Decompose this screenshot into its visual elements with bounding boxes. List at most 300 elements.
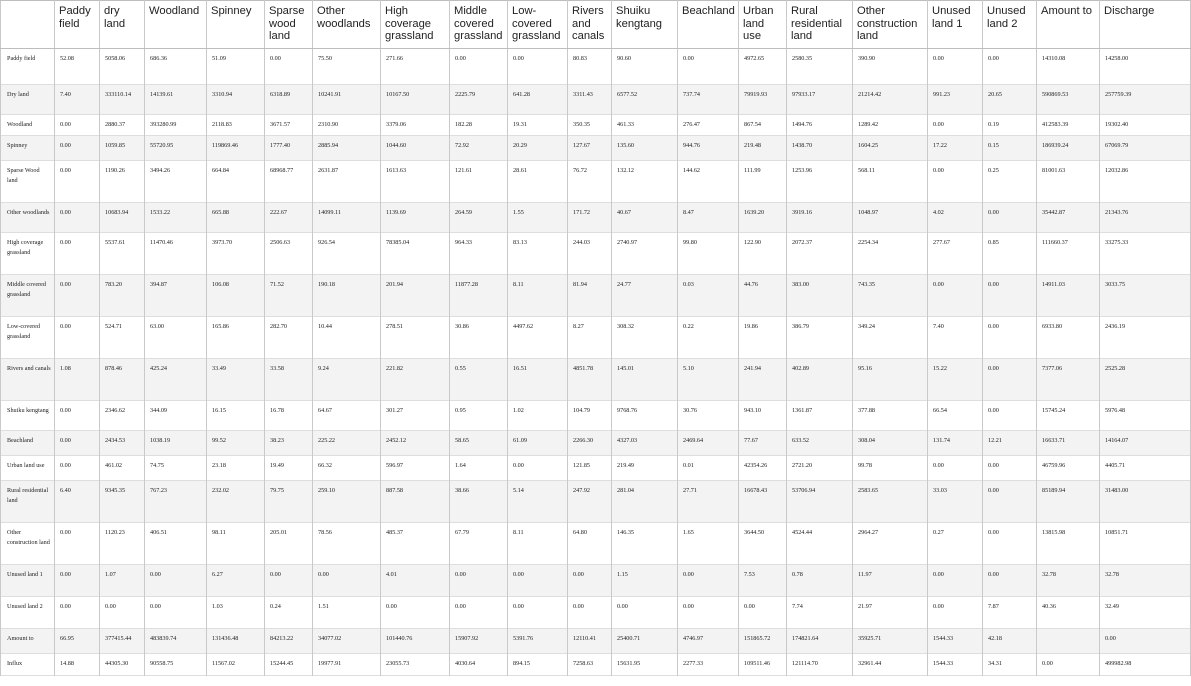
table-cell: 878.46 xyxy=(100,359,145,401)
table-cell: 67.79 xyxy=(450,523,508,565)
table-cell: 1639.20 xyxy=(739,203,787,233)
table-cell: 0.00 xyxy=(678,49,739,85)
table-cell: 99.52 xyxy=(207,431,265,456)
table-cell: 81001.63 xyxy=(1037,161,1100,203)
table-cell: 32.49 xyxy=(1100,597,1191,629)
table-cell: 8.11 xyxy=(508,523,568,565)
table-cell: 0.00 xyxy=(983,401,1037,431)
table-cell: 0.00 xyxy=(145,597,207,629)
table-cell: 301.27 xyxy=(381,401,450,431)
table-cell: 0.00 xyxy=(265,565,313,597)
table-cell: 1613.63 xyxy=(381,161,450,203)
table-cell: 85189.94 xyxy=(1037,481,1100,523)
table-row xyxy=(1,275,1191,317)
table-cell: 66.32 xyxy=(313,456,381,481)
table-cell: 0.00 xyxy=(928,49,983,85)
table-cell: 590869.53 xyxy=(1037,85,1100,115)
table-cell: 55720.95 xyxy=(145,136,207,161)
table-cell: 38.66 xyxy=(450,481,508,523)
row-label: Sparse Wood land xyxy=(1,161,55,203)
table-cell: 5391.76 xyxy=(508,629,568,654)
table-cell: 386.79 xyxy=(787,317,853,359)
row-label: Spinney xyxy=(1,136,55,161)
table-cell: 0.00 xyxy=(100,597,145,629)
column-header: Woodland xyxy=(145,1,207,49)
table-cell: 40.67 xyxy=(612,203,678,233)
table-cell: 1253.96 xyxy=(787,161,853,203)
table-cell: 104.79 xyxy=(568,401,612,431)
table-cell: 1.65 xyxy=(678,523,739,565)
table-cell: 4851.78 xyxy=(568,359,612,401)
table-cell: 0.00 xyxy=(265,49,313,85)
table-cell: 0.00 xyxy=(678,565,739,597)
table-cell: 34.31 xyxy=(983,654,1037,676)
table-cell: 0.00 xyxy=(983,359,1037,401)
row-label: Rural residential land xyxy=(1,481,55,523)
table-cell: 664.84 xyxy=(207,161,265,203)
table-cell: 14099.11 xyxy=(313,203,381,233)
table-cell: 1038.19 xyxy=(145,431,207,456)
table-cell: 867.54 xyxy=(739,115,787,136)
table-cell: 0.00 xyxy=(55,523,100,565)
table-cell: 19.86 xyxy=(739,317,787,359)
table-cell: 1.07 xyxy=(100,565,145,597)
column-header: Other construction land xyxy=(853,1,928,49)
table-cell: 14164.07 xyxy=(1100,431,1191,456)
table-cell: 2266.30 xyxy=(568,431,612,456)
table-cell: 10.44 xyxy=(313,317,381,359)
table-cell: 15745.24 xyxy=(1037,401,1100,431)
table-cell: 5058.06 xyxy=(100,49,145,85)
table-cell: 2469.64 xyxy=(678,431,739,456)
table-cell: 2072.37 xyxy=(787,233,853,275)
table-cell: 74.75 xyxy=(145,456,207,481)
table-cell: 0.00 xyxy=(145,565,207,597)
table-cell: 1604.25 xyxy=(853,136,928,161)
table-cell: 0.00 xyxy=(55,136,100,161)
table-cell: 24.77 xyxy=(612,275,678,317)
table-cell: 33.49 xyxy=(207,359,265,401)
table-cell: 14258.00 xyxy=(1100,49,1191,85)
table-cell: 0.00 xyxy=(55,597,100,629)
table-cell: 44305.30 xyxy=(100,654,145,676)
table-cell: 2580.35 xyxy=(787,49,853,85)
table-cell: 10167.50 xyxy=(381,85,450,115)
table-cell: 2310.90 xyxy=(313,115,381,136)
table-cell: 0.00 xyxy=(928,275,983,317)
table-cell: 2631.87 xyxy=(313,161,381,203)
table-cell: 1059.85 xyxy=(100,136,145,161)
table-cell: 222.67 xyxy=(265,203,313,233)
table-cell: 0.00 xyxy=(983,275,1037,317)
table-cell: 42.18 xyxy=(983,629,1037,654)
table-cell: 1.03 xyxy=(207,597,265,629)
table-cell: 68968.77 xyxy=(265,161,313,203)
column-header: Rivers and canals xyxy=(568,1,612,49)
table-cell: 64.80 xyxy=(568,523,612,565)
table-cell: 277.67 xyxy=(928,233,983,275)
table-cell: 0.00 xyxy=(450,49,508,85)
row-label: Paddy field xyxy=(1,49,55,85)
table-cell: 0.00 xyxy=(983,317,1037,359)
table-cell: 15631.95 xyxy=(612,654,678,676)
table-cell: 30.86 xyxy=(450,317,508,359)
table-cell: 63.00 xyxy=(145,317,207,359)
table-cell: 0.00 xyxy=(983,456,1037,481)
table-cell: 0.00 xyxy=(55,203,100,233)
table-cell: 264.59 xyxy=(450,203,508,233)
table-cell: 32.78 xyxy=(1037,565,1100,597)
table-cell: 58.65 xyxy=(450,431,508,456)
column-header: Shuiku kengtang xyxy=(612,1,678,49)
table-cell: 2964.27 xyxy=(853,523,928,565)
table-cell: 52.08 xyxy=(55,49,100,85)
column-header: Amount to xyxy=(1037,1,1100,49)
table-cell: 0.55 xyxy=(450,359,508,401)
column-header: Unused land 2 xyxy=(983,1,1037,49)
table-cell: 393280.99 xyxy=(145,115,207,136)
table-cell: 78.56 xyxy=(313,523,381,565)
table-cell: 4972.65 xyxy=(739,49,787,85)
table-cell: 461.02 xyxy=(100,456,145,481)
table-cell: 95.16 xyxy=(853,359,928,401)
table-cell: 19.31 xyxy=(508,115,568,136)
table-cell: 1.55 xyxy=(508,203,568,233)
table-cell: 276.47 xyxy=(678,115,739,136)
table-cell: 174821.64 xyxy=(787,629,853,654)
table-cell: 0.00 xyxy=(739,597,787,629)
column-header: High coverage grassland xyxy=(381,1,450,49)
table-cell: 483839.74 xyxy=(145,629,207,654)
table-cell: 78385.04 xyxy=(381,233,450,275)
table-cell: 1544.33 xyxy=(928,654,983,676)
table-cell: 16.78 xyxy=(265,401,313,431)
table-cell: 14310.08 xyxy=(1037,49,1100,85)
table-cell: 461.33 xyxy=(612,115,678,136)
header-row xyxy=(1,1,1191,49)
table-cell: 0.00 xyxy=(983,49,1037,85)
table-cell: 1.51 xyxy=(313,597,381,629)
table-cell: 665.88 xyxy=(207,203,265,233)
table-cell: 67069.79 xyxy=(1100,136,1191,161)
table-cell: 0.85 xyxy=(983,233,1037,275)
table-cell: 19.49 xyxy=(265,456,313,481)
table-cell: 767.23 xyxy=(145,481,207,523)
table-cell: 33.03 xyxy=(928,481,983,523)
table-cell: 219.48 xyxy=(739,136,787,161)
table-cell: 97933.17 xyxy=(787,85,853,115)
table-cell: 333110.14 xyxy=(100,85,145,115)
table-cell: 0.00 xyxy=(1037,654,1100,676)
table-cell: 205.01 xyxy=(265,523,313,565)
table-cell: 16.51 xyxy=(508,359,568,401)
table-cell: 9345.35 xyxy=(100,481,145,523)
table-cell: 66.54 xyxy=(928,401,983,431)
table-cell: 27.71 xyxy=(678,481,739,523)
table-cell: 964.33 xyxy=(450,233,508,275)
table-cell: 132.12 xyxy=(612,161,678,203)
table-cell: 4.02 xyxy=(928,203,983,233)
table-row xyxy=(1,565,1191,597)
table-cell: 90.60 xyxy=(612,49,678,85)
table-cell: 383.00 xyxy=(787,275,853,317)
table-cell: 84213.22 xyxy=(265,629,313,654)
table-cell: 51.09 xyxy=(207,49,265,85)
table-cell: 20.29 xyxy=(508,136,568,161)
table-cell: 4524.44 xyxy=(787,523,853,565)
table-cell: 221.82 xyxy=(381,359,450,401)
table-cell: 6.27 xyxy=(207,565,265,597)
column-header: Unused land 1 xyxy=(928,1,983,49)
table-cell: 151865.72 xyxy=(739,629,787,654)
table-cell: 259.10 xyxy=(313,481,381,523)
table-cell: 247.92 xyxy=(568,481,612,523)
table-cell: 109511.46 xyxy=(739,654,787,676)
row-label: Unused land 1 xyxy=(1,565,55,597)
table-cell: 3311.43 xyxy=(568,85,612,115)
table-row xyxy=(1,233,1191,275)
row-label: Urban land use xyxy=(1,456,55,481)
table-cell: 926.54 xyxy=(313,233,381,275)
table-cell: 122.90 xyxy=(739,233,787,275)
table-cell: 28.61 xyxy=(508,161,568,203)
table-cell: 1.64 xyxy=(450,456,508,481)
table-cell: 11470.46 xyxy=(145,233,207,275)
table-cell: 344.09 xyxy=(145,401,207,431)
table-cell: 21343.76 xyxy=(1100,203,1191,233)
table-cell: 2452.12 xyxy=(381,431,450,456)
table-cell: 33.58 xyxy=(265,359,313,401)
table-cell: 11.97 xyxy=(853,565,928,597)
row-label: Low-covered grassland xyxy=(1,317,55,359)
table-cell: 568.11 xyxy=(853,161,928,203)
column-header: Middle covered grassland xyxy=(450,1,508,49)
table-cell: 0.24 xyxy=(265,597,313,629)
table-cell: 10241.91 xyxy=(313,85,381,115)
table-cell: 32.78 xyxy=(1100,565,1191,597)
table-cell: 2225.79 xyxy=(450,85,508,115)
table-cell: 99.78 xyxy=(853,456,928,481)
table-cell: 596.97 xyxy=(381,456,450,481)
table-cell: 165.86 xyxy=(207,317,265,359)
table-cell: 111.99 xyxy=(739,161,787,203)
table-cell: 2434.53 xyxy=(100,431,145,456)
table-cell: 0.00 xyxy=(55,401,100,431)
table-cell: 0.00 xyxy=(928,456,983,481)
table-cell: 8.11 xyxy=(508,275,568,317)
table-cell: 2277.33 xyxy=(678,654,739,676)
table-cell: 1.02 xyxy=(508,401,568,431)
column-header: Sparse wood land xyxy=(265,1,313,49)
table-row xyxy=(1,359,1191,401)
table-cell: 2880.37 xyxy=(100,115,145,136)
table-cell: 14.88 xyxy=(55,654,100,676)
table-cell: 201.94 xyxy=(381,275,450,317)
table-cell: 5976.48 xyxy=(1100,401,1191,431)
table-cell: 402.89 xyxy=(787,359,853,401)
table-cell: 0.15 xyxy=(983,136,1037,161)
table-cell: 19977.91 xyxy=(313,654,381,676)
table-cell: 349.24 xyxy=(853,317,928,359)
table-cell: 10683.94 xyxy=(100,203,145,233)
table-cell: 13815.98 xyxy=(1037,523,1100,565)
column-header: Urban land use xyxy=(739,1,787,49)
table-row xyxy=(1,317,1191,359)
row-label: Dry land xyxy=(1,85,55,115)
table-row xyxy=(1,203,1191,233)
table-cell: 406.51 xyxy=(145,523,207,565)
table-row xyxy=(1,523,1191,565)
table-cell: 98.11 xyxy=(207,523,265,565)
table-cell: 278.51 xyxy=(381,317,450,359)
table-cell: 1139.69 xyxy=(381,203,450,233)
table-cell: 894.15 xyxy=(508,654,568,676)
table-cell: 76.72 xyxy=(568,161,612,203)
table-cell: 14911.03 xyxy=(1037,275,1100,317)
table-cell: 7.53 xyxy=(739,565,787,597)
table-cell: 119869.46 xyxy=(207,136,265,161)
table-cell: 9.24 xyxy=(313,359,381,401)
table-cell: 44.76 xyxy=(739,275,787,317)
column-header: Beachland xyxy=(678,1,739,49)
table-cell: 79919.93 xyxy=(739,85,787,115)
table-cell: 1361.87 xyxy=(787,401,853,431)
table-cell: 0.00 xyxy=(508,456,568,481)
table-cell: 121.85 xyxy=(568,456,612,481)
table-cell: 131436.48 xyxy=(207,629,265,654)
table-cell: 4405.71 xyxy=(1100,456,1191,481)
table-cell: 15.22 xyxy=(928,359,983,401)
table-row xyxy=(1,115,1191,136)
table-cell: 40.36 xyxy=(1037,597,1100,629)
table-row xyxy=(1,654,1191,676)
table-cell: 1777.40 xyxy=(265,136,313,161)
row-label: Woodland xyxy=(1,115,55,136)
table-cell: 499982.98 xyxy=(1100,654,1191,676)
table-cell: 0.00 xyxy=(983,565,1037,597)
table-cell: 281.04 xyxy=(612,481,678,523)
table-cell: 81.94 xyxy=(568,275,612,317)
table-cell: 17.22 xyxy=(928,136,983,161)
table-cell: 0.00 xyxy=(55,115,100,136)
table-cell: 66.95 xyxy=(55,629,100,654)
table-cell: 0.00 xyxy=(928,115,983,136)
table-cell: 350.35 xyxy=(568,115,612,136)
table-cell: 887.58 xyxy=(381,481,450,523)
table-cell: 35925.71 xyxy=(853,629,928,654)
table-cell: 182.28 xyxy=(450,115,508,136)
table-cell: 16633.71 xyxy=(1037,431,1100,456)
table-cell: 633.52 xyxy=(787,431,853,456)
row-label: Beachland xyxy=(1,431,55,456)
table-cell: 80.83 xyxy=(568,49,612,85)
table-cell: 485.37 xyxy=(381,523,450,565)
table-row xyxy=(1,481,1191,523)
table-cell: 0.00 xyxy=(928,565,983,597)
table-cell: 394.87 xyxy=(145,275,207,317)
table-cell: 0.19 xyxy=(983,115,1037,136)
row-label: Rivers and canals xyxy=(1,359,55,401)
table-cell: 0.95 xyxy=(450,401,508,431)
table-cell: 4327.03 xyxy=(612,431,678,456)
table-cell: 1.08 xyxy=(55,359,100,401)
table-cell: 1494.76 xyxy=(787,115,853,136)
table-cell: 1533.22 xyxy=(145,203,207,233)
table-row xyxy=(1,161,1191,203)
table-cell: 7.74 xyxy=(787,597,853,629)
table-cell: 1048.97 xyxy=(853,203,928,233)
table-cell: 61.09 xyxy=(508,431,568,456)
table-cell: 0.00 xyxy=(508,597,568,629)
table-cell: 2254.34 xyxy=(853,233,928,275)
table-cell: 232.02 xyxy=(207,481,265,523)
table-cell: 3973.70 xyxy=(207,233,265,275)
row-label: Other construction land xyxy=(1,523,55,565)
table-cell: 8.47 xyxy=(678,203,739,233)
table-cell: 101440.76 xyxy=(381,629,450,654)
table-cell: 3310.94 xyxy=(207,85,265,115)
table-row xyxy=(1,431,1191,456)
table-cell: 4497.62 xyxy=(508,317,568,359)
table-cell: 6577.52 xyxy=(612,85,678,115)
table-cell: 3033.75 xyxy=(1100,275,1191,317)
table-cell: 271.66 xyxy=(381,49,450,85)
column-header: Spinney xyxy=(207,1,265,49)
table-row xyxy=(1,401,1191,431)
table-cell: 5.14 xyxy=(508,481,568,523)
table-cell: 4746.97 xyxy=(678,629,739,654)
table-cell: 0.25 xyxy=(983,161,1037,203)
table-cell: 34077.02 xyxy=(313,629,381,654)
table-cell: 1190.26 xyxy=(100,161,145,203)
table-cell: 106.08 xyxy=(207,275,265,317)
table-cell: 737.74 xyxy=(678,85,739,115)
table-cell: 244.03 xyxy=(568,233,612,275)
table-cell: 3919.16 xyxy=(787,203,853,233)
table-cell: 12.21 xyxy=(983,431,1037,456)
column-header: Low-covered grassland xyxy=(508,1,568,49)
table-cell: 42354.26 xyxy=(739,456,787,481)
table-cell: 90558.75 xyxy=(145,654,207,676)
table-cell: 16.15 xyxy=(207,401,265,431)
table-cell: 0.00 xyxy=(55,233,100,275)
table-cell: 7.40 xyxy=(55,85,100,115)
table-cell: 0.00 xyxy=(55,431,100,456)
table-cell: 0.00 xyxy=(928,161,983,203)
table-cell: 219.49 xyxy=(612,456,678,481)
table-cell: 225.22 xyxy=(313,431,381,456)
table-cell: 0.00 xyxy=(928,597,983,629)
table-cell: 0.00 xyxy=(55,565,100,597)
table-body xyxy=(1,49,1191,676)
table-cell: 5.10 xyxy=(678,359,739,401)
table-cell: 241.94 xyxy=(739,359,787,401)
table-cell: 0.00 xyxy=(508,49,568,85)
table-cell: 2436.19 xyxy=(1100,317,1191,359)
table-cell: 686.36 xyxy=(145,49,207,85)
table-row xyxy=(1,456,1191,481)
table-cell: 0.03 xyxy=(678,275,739,317)
table-cell: 641.28 xyxy=(508,85,568,115)
table-cell: 0.00 xyxy=(55,456,100,481)
row-label: Unused land 2 xyxy=(1,597,55,629)
table-cell: 0.00 xyxy=(381,597,450,629)
table-cell: 377.88 xyxy=(853,401,928,431)
table-cell: 6933.80 xyxy=(1037,317,1100,359)
table-cell: 64.67 xyxy=(313,401,381,431)
table-cell: 524.71 xyxy=(100,317,145,359)
column-header: Rural residential land xyxy=(787,1,853,49)
